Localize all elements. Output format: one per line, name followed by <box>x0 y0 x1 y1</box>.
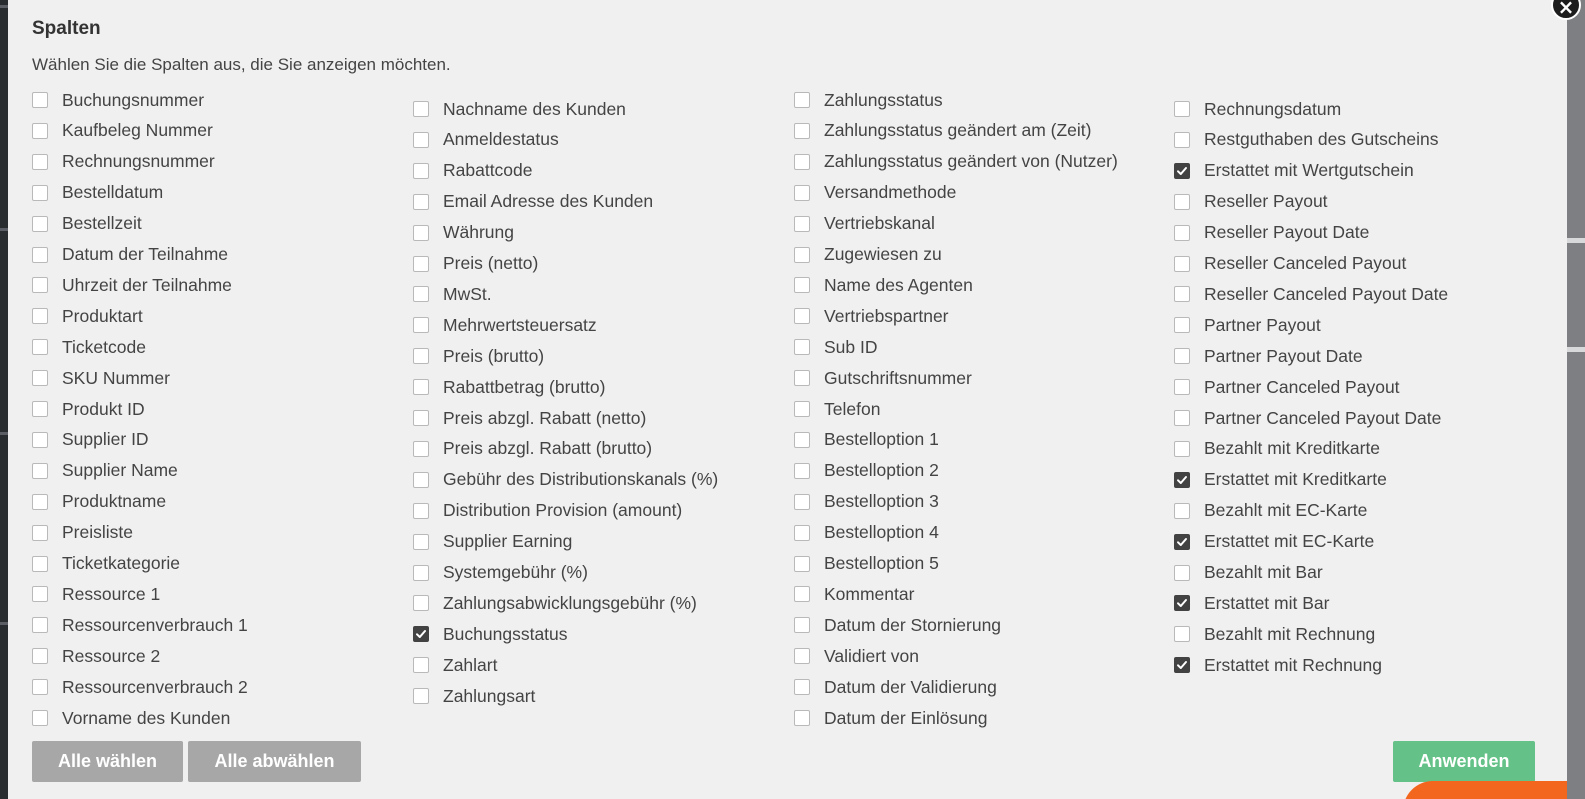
checkbox[interactable] <box>413 595 429 611</box>
column-option[interactable] <box>413 407 646 429</box>
column-option[interactable] <box>32 398 145 420</box>
checkbox[interactable] <box>32 617 48 633</box>
column-option[interactable] <box>32 583 160 605</box>
column-option[interactable] <box>32 182 163 204</box>
column-option-label: Preis (netto) <box>443 253 539 273</box>
column-option[interactable] <box>32 553 180 575</box>
column-option-label: Produkt ID <box>62 398 145 419</box>
checkbox[interactable] <box>413 688 429 704</box>
column-option-label: MwSt. <box>443 283 492 304</box>
column-option-label: Mehrwertsteuersatz <box>443 314 597 335</box>
column-option[interactable] <box>413 438 652 460</box>
column-option[interactable] <box>794 336 878 358</box>
checkmark-icon <box>1176 659 1188 671</box>
checkbox[interactable] <box>1174 595 1190 611</box>
checkbox[interactable] <box>413 410 429 426</box>
column-option[interactable] <box>32 367 170 389</box>
checkbox[interactable] <box>32 308 48 324</box>
column-option[interactable] <box>1174 283 1448 305</box>
checkbox[interactable] <box>794 679 810 695</box>
checkbox[interactable] <box>794 432 810 448</box>
checkbox[interactable] <box>413 317 429 333</box>
checkbox[interactable] <box>413 657 429 673</box>
column-option[interactable] <box>32 429 149 451</box>
column-option[interactable] <box>413 592 697 614</box>
column-option-label: Vorname des Kunden <box>62 707 231 728</box>
checkbox[interactable] <box>1174 286 1190 302</box>
column-option-label: Erstattet mit Rechnung <box>1204 654 1382 675</box>
column-option-label: Bestelloption 4 <box>824 522 939 543</box>
checkbox[interactable] <box>794 586 810 602</box>
column-option-label: Bestellzeit <box>62 213 142 234</box>
background-divider <box>1567 347 1585 352</box>
column-option-label: Email Adresse des Kunden <box>443 191 654 212</box>
column-option[interactable] <box>1174 191 1328 213</box>
checkbox[interactable] <box>1174 132 1190 148</box>
column-option[interactable] <box>1174 438 1380 460</box>
column-option[interactable] <box>32 305 143 327</box>
checkmark-icon <box>415 628 427 640</box>
checkbox[interactable] <box>413 101 429 117</box>
checkmark-icon <box>1176 474 1188 486</box>
background-divider <box>0 5 8 8</box>
column-option-label: Preis abzgl. Rabatt (netto) <box>443 407 647 428</box>
column-option-label: Bestelloption 1 <box>824 429 939 450</box>
column-option[interactable] <box>794 182 956 204</box>
column-option[interactable] <box>794 429 939 451</box>
checkbox[interactable] <box>32 556 48 572</box>
column-option[interactable] <box>794 367 972 389</box>
checkbox[interactable] <box>32 154 48 170</box>
column-option-label: Telefon <box>824 398 881 419</box>
column-option-label: Erstattet mit Bar <box>1204 592 1330 613</box>
column-option[interactable] <box>794 676 997 698</box>
column-option[interactable] <box>413 654 497 676</box>
checkbox[interactable] <box>32 525 48 541</box>
column-option-label: Preis abzgl. Rabatt (brutto) <box>443 438 653 459</box>
checkbox[interactable] <box>32 370 48 386</box>
checkbox[interactable] <box>1174 565 1190 581</box>
column-option[interactable] <box>794 244 942 266</box>
column-option[interactable] <box>32 213 142 235</box>
checkbox[interactable] <box>794 247 810 263</box>
checkbox[interactable] <box>794 308 810 324</box>
dialog-subtitle: Wählen Sie die Spalten aus, die Sie anzeigen möchten. <box>32 55 451 74</box>
column-option-label: Ressource 2 <box>62 645 161 666</box>
column-option-label: Reseller Payout Date <box>1204 222 1370 243</box>
checkbox[interactable] <box>1174 503 1190 519</box>
column-option[interactable] <box>794 120 1092 142</box>
column-option[interactable] <box>794 491 939 513</box>
checkbox[interactable] <box>32 216 48 232</box>
checkbox[interactable] <box>413 225 429 241</box>
checkbox[interactable] <box>32 679 48 695</box>
columns-dialog <box>8 0 1567 799</box>
background-orange-button <box>1403 781 1567 799</box>
column-option[interactable] <box>413 253 538 275</box>
column-option-label: Partner Canceled Payout <box>1204 376 1400 397</box>
column-option-label: Zahlungsstatus geändert am (Zeit) <box>824 120 1092 141</box>
checkbox[interactable] <box>1174 101 1190 117</box>
column-option-label: SKU Nummer <box>62 367 170 388</box>
background-scroll-area <box>1567 0 1585 799</box>
checkbox[interactable] <box>1174 163 1190 179</box>
column-option[interactable] <box>413 623 568 645</box>
column-option-label: Nachname des Kunden <box>443 98 626 119</box>
column-option[interactable] <box>413 500 682 522</box>
column-option[interactable] <box>413 283 492 305</box>
checkbox[interactable] <box>32 185 48 201</box>
column-option-label: Buchungsnummer <box>62 89 205 110</box>
column-option[interactable] <box>1174 160 1414 182</box>
column-option-label: Ticketkategorie <box>62 553 181 573</box>
column-option[interactable] <box>794 553 939 575</box>
column-option-label: Kaufbeleg Nummer <box>62 120 213 141</box>
checkbox[interactable] <box>1174 657 1190 673</box>
column-option[interactable] <box>1174 129 1438 151</box>
column-option[interactable] <box>32 676 248 698</box>
column-option-label: Gutschriftsnummer <box>824 367 972 388</box>
column-option-label: Distribution Provision (amount) <box>443 500 683 521</box>
checkbox[interactable] <box>794 401 810 417</box>
column-option-label: Versandmethode <box>824 182 957 203</box>
column-option-label: Reseller Canceled Payout Date <box>1204 283 1449 304</box>
background-divider <box>1567 238 1585 243</box>
column-option[interactable] <box>1174 531 1374 553</box>
column-option-label: Datum der Stornierung <box>824 614 1002 635</box>
checkbox[interactable] <box>413 194 429 210</box>
column-option[interactable] <box>1174 376 1400 398</box>
checkbox[interactable] <box>32 92 48 108</box>
checkbox[interactable] <box>413 163 429 179</box>
background-divider <box>0 432 8 435</box>
column-option[interactable] <box>794 305 949 327</box>
column-option[interactable] <box>794 274 973 296</box>
column-option-label: Vertriebskanal <box>824 213 935 234</box>
column-option[interactable] <box>32 244 228 266</box>
column-option-label: Partner Canceled Payout Date <box>1204 407 1442 428</box>
column-option-label: Erstattet mit Kreditkarte <box>1204 469 1387 490</box>
column-option[interactable] <box>794 213 935 235</box>
column-option[interactable] <box>413 191 653 213</box>
column-option-label: Erstattet mit EC-Karte <box>1204 531 1375 552</box>
column-option[interactable] <box>1174 345 1363 367</box>
column-option-label: Zahlungsart <box>443 685 536 706</box>
checkbox[interactable] <box>1174 317 1190 333</box>
column-option-label: Bestelldatum <box>62 182 164 203</box>
column-option-label: Erstattet mit Wertgutschein <box>1204 160 1414 181</box>
apply-button[interactable]: Anwenden <box>1393 741 1535 782</box>
column-option[interactable] <box>413 160 533 182</box>
checkbox[interactable] <box>1174 534 1190 550</box>
column-option[interactable] <box>413 376 605 398</box>
column-option[interactable] <box>413 345 544 367</box>
checkbox[interactable] <box>32 123 48 139</box>
column-option-label: Ressourcenverbrauch 1 <box>62 614 248 635</box>
column-option[interactable] <box>1174 98 1341 120</box>
column-option-label: Bezahlt mit EC-Karte <box>1204 500 1368 521</box>
checkbox[interactable] <box>32 648 48 664</box>
column-option-label: Supplier Name <box>62 460 178 481</box>
dialog-title: Spalten <box>32 18 101 39</box>
column-option-label: Sub ID <box>824 336 878 357</box>
column-option-label: Zahlart <box>443 654 498 675</box>
column-option[interactable] <box>1174 623 1375 645</box>
column-option[interactable] <box>413 222 514 244</box>
column-option[interactable] <box>413 685 535 707</box>
checkbox[interactable] <box>32 494 48 510</box>
column-option-label: Zahlungsstatus <box>824 89 943 110</box>
checkbox[interactable] <box>32 432 48 448</box>
column-option[interactable] <box>413 314 597 336</box>
checkbox[interactable] <box>794 92 810 108</box>
column-option-label: Restguthaben des Gutscheins <box>1204 129 1439 150</box>
column-option-label: Reseller Canceled Payout <box>1204 253 1407 273</box>
column-option[interactable] <box>413 469 718 491</box>
checkbox[interactable] <box>1174 225 1190 241</box>
checkbox[interactable] <box>1174 256 1190 272</box>
background-divider <box>0 228 8 231</box>
background-divider <box>0 622 8 625</box>
checkbox[interactable] <box>794 370 810 386</box>
column-option-label: Rechnungsnummer <box>62 151 215 172</box>
column-option[interactable] <box>794 614 1001 636</box>
column-option[interactable] <box>1174 469 1387 491</box>
checkbox[interactable] <box>794 494 810 510</box>
column-option[interactable] <box>32 707 230 729</box>
column-option[interactable] <box>32 120 213 142</box>
column-option-label: Uhrzeit der Teilnahme <box>62 274 232 295</box>
checkmark-icon <box>1176 597 1188 609</box>
column-option-label: Rabattbetrag (brutto) <box>443 376 606 397</box>
column-option[interactable] <box>32 460 178 482</box>
column-option[interactable] <box>1174 592 1329 614</box>
column-option-label: Partner Payout <box>1204 314 1321 335</box>
column-option[interactable] <box>32 522 133 544</box>
checkbox[interactable] <box>794 556 810 572</box>
column-option-label: Ressourcenverbrauch 2 <box>62 676 248 697</box>
column-option[interactable] <box>794 707 987 729</box>
checkmark-icon <box>1176 165 1188 177</box>
close-icon[interactable]: × <box>1551 0 1581 20</box>
checkbox[interactable] <box>32 277 48 293</box>
checkbox[interactable] <box>32 339 48 355</box>
checkbox[interactable] <box>413 472 429 488</box>
column-option[interactable] <box>1174 562 1323 584</box>
column-option[interactable] <box>413 531 572 553</box>
column-option-label: Bezahlt mit Kreditkarte <box>1204 438 1381 459</box>
checkbox[interactable] <box>413 286 429 302</box>
checkbox[interactable] <box>413 132 429 148</box>
column-option[interactable] <box>794 89 943 111</box>
column-option-label: Ticketcode <box>62 336 146 357</box>
column-option-label: Preis (brutto) <box>443 345 545 366</box>
column-option[interactable] <box>32 614 248 636</box>
checkbox[interactable] <box>413 256 429 272</box>
column-option-label: Partner Payout Date <box>1204 345 1363 366</box>
column-option[interactable] <box>1174 654 1382 676</box>
deselect-all-button[interactable]: Alle abwählen <box>188 741 361 782</box>
checkbox[interactable] <box>794 617 810 633</box>
checkbox[interactable] <box>413 534 429 550</box>
column-option-label: Systemgebühr (%) <box>443 562 588 582</box>
column-option[interactable] <box>32 274 232 296</box>
column-option[interactable] <box>794 645 919 667</box>
checkbox[interactable] <box>1174 348 1190 364</box>
column-option-label: Kommentar <box>824 583 915 604</box>
column-option-label: Name des Agenten <box>824 274 973 295</box>
column-option[interactable] <box>794 460 939 482</box>
checkbox[interactable] <box>794 154 810 170</box>
column-option[interactable] <box>794 583 914 605</box>
select-all-button[interactable]: Alle wählen <box>32 741 183 782</box>
column-option[interactable] <box>1174 500 1367 522</box>
checkbox[interactable] <box>794 216 810 232</box>
column-option-label: Produktart <box>62 305 143 326</box>
column-option[interactable] <box>32 336 146 358</box>
column-option-label: Zugewiesen zu <box>824 244 942 264</box>
checkbox[interactable] <box>32 710 48 726</box>
checkbox[interactable] <box>1174 379 1190 395</box>
column-option[interactable] <box>32 645 160 667</box>
checkbox[interactable] <box>32 247 48 263</box>
column-option-label: Rechnungsdatum <box>1204 98 1342 119</box>
checkbox[interactable] <box>32 586 48 602</box>
checkbox[interactable] <box>1174 410 1190 426</box>
column-option-label: Datum der Teilnahme <box>62 244 229 264</box>
column-option-label: Bezahlt mit Bar <box>1204 562 1323 582</box>
column-option[interactable] <box>794 522 939 544</box>
checkmark-icon <box>1176 536 1188 548</box>
column-option[interactable] <box>1174 407 1441 429</box>
checkbox[interactable] <box>794 648 810 664</box>
column-option-label: Rabattcode <box>443 160 533 181</box>
checkbox[interactable] <box>794 277 810 293</box>
column-option[interactable] <box>32 151 215 173</box>
column-option[interactable] <box>413 562 588 584</box>
checkbox[interactable] <box>794 123 810 139</box>
column-option-label: Bestelloption 2 <box>824 460 939 481</box>
checkbox[interactable] <box>794 185 810 201</box>
column-option[interactable] <box>1174 314 1321 336</box>
column-option-label: Buchungsstatus <box>443 623 568 644</box>
column-option-label: Preisliste <box>62 522 133 543</box>
checkbox[interactable] <box>794 525 810 541</box>
checkbox[interactable] <box>1174 194 1190 210</box>
column-option-label: Ressource 1 <box>62 583 161 604</box>
checkbox[interactable] <box>1174 626 1190 642</box>
column-option-label: Reseller Payout <box>1204 191 1328 212</box>
column-option[interactable] <box>794 151 1118 173</box>
column-option[interactable] <box>32 89 204 111</box>
checkbox[interactable] <box>1174 472 1190 488</box>
column-option-label: Datum der Einlösung <box>824 707 988 728</box>
column-option-label: Bezahlt mit Rechnung <box>1204 623 1376 644</box>
checkbox[interactable] <box>794 463 810 479</box>
column-option[interactable] <box>1174 253 1406 275</box>
checkbox[interactable] <box>794 339 810 355</box>
checkbox[interactable] <box>413 626 429 642</box>
checkbox[interactable] <box>794 710 810 726</box>
column-option-label: Validiert von <box>824 645 920 666</box>
column-option-label: Vertriebspartner <box>824 305 949 326</box>
column-option[interactable] <box>413 129 559 151</box>
column-option[interactable] <box>413 98 626 120</box>
checkbox[interactable] <box>32 463 48 479</box>
column-option-label: Währung <box>443 222 515 243</box>
column-option-label: Zahlungsstatus geändert von (Nutzer) <box>824 151 1118 172</box>
checkbox[interactable] <box>32 401 48 417</box>
column-option-label: Anmeldestatus <box>443 129 559 150</box>
checkbox[interactable] <box>413 565 429 581</box>
column-option-label: Supplier Earning <box>443 531 573 552</box>
column-option-label: Bestelloption 3 <box>824 491 939 512</box>
column-option[interactable] <box>794 398 880 420</box>
column-option-label: Produktname <box>62 491 167 512</box>
column-option-label: Bestelloption 5 <box>824 553 939 573</box>
column-option-label: Datum der Validierung <box>824 676 997 697</box>
column-option-label: Gebühr des Distributionskanals (%) <box>443 469 719 490</box>
checkbox[interactable] <box>413 503 429 519</box>
column-option[interactable] <box>32 491 166 513</box>
checkbox[interactable] <box>413 441 429 457</box>
checkbox[interactable] <box>413 348 429 364</box>
column-option-label: Supplier ID <box>62 429 149 450</box>
column-option-label: Zahlungsabwicklungsgebühr (%) <box>443 592 697 613</box>
checkbox[interactable] <box>1174 441 1190 457</box>
column-option[interactable] <box>1174 222 1369 244</box>
checkbox[interactable] <box>413 379 429 395</box>
